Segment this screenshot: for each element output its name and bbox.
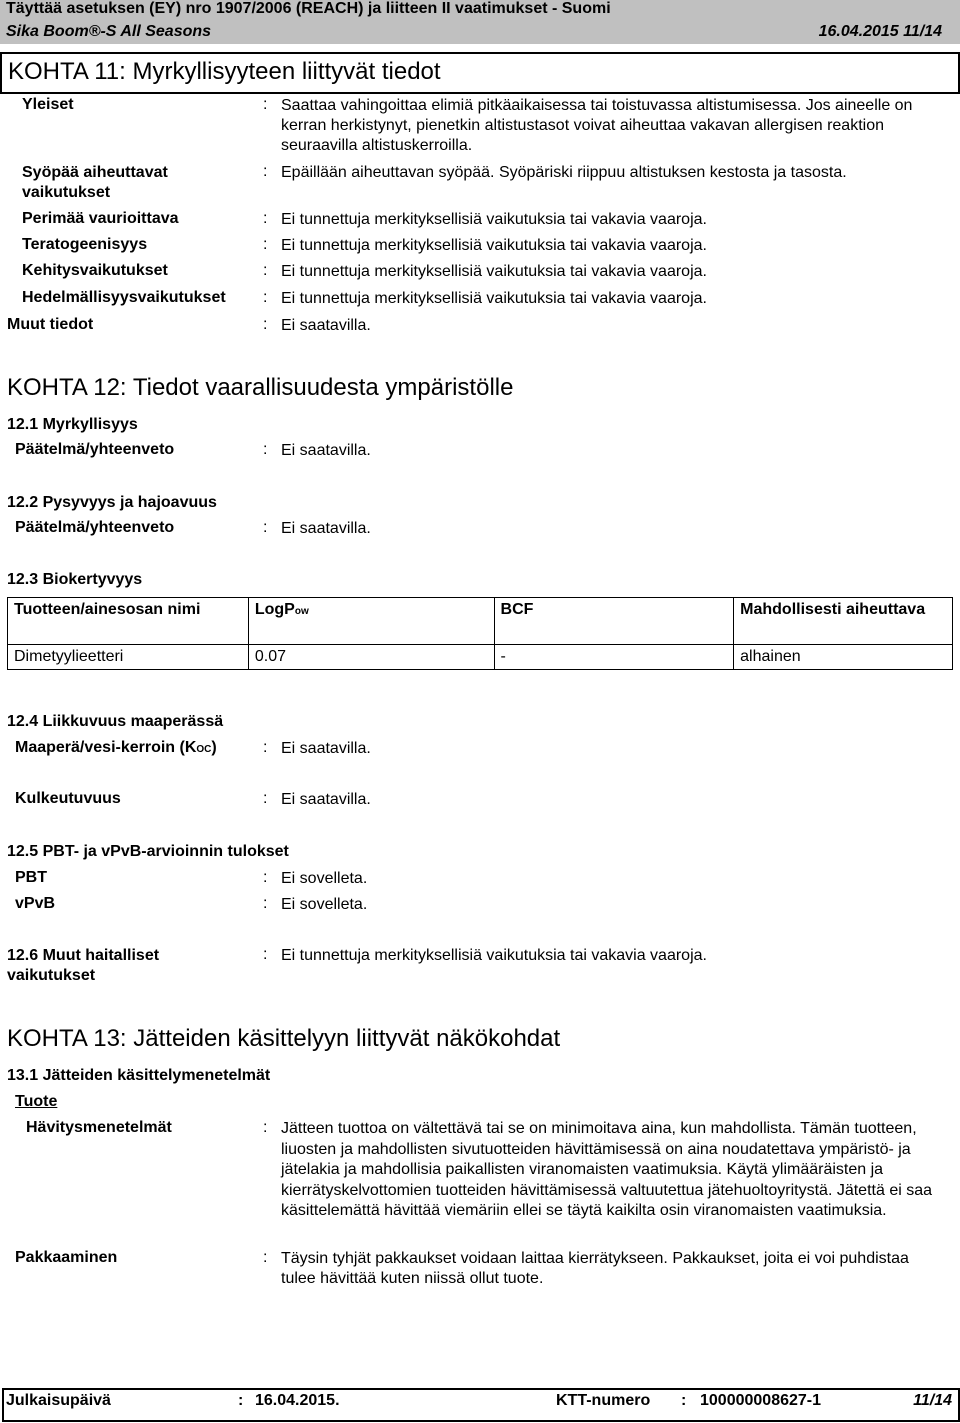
footer-ktt-label: KTT-numero: [556, 1392, 651, 1409]
colon: :: [263, 163, 268, 180]
colon: :: [263, 869, 268, 886]
section-12-title: KOHTA 12: Tiedot vaarallisuudesta ympäristölle: [7, 374, 514, 401]
footer-issue-label: Julkaisupäivä: [6, 1392, 111, 1409]
value-fertility: Ei tunnettuja merkityksellisiä vaikutuksia tai vakavia vaaroja.: [281, 290, 707, 307]
colon: :: [263, 739, 268, 756]
colon: :: [263, 236, 268, 253]
colon: :: [263, 262, 268, 279]
label-general: Yleiset: [22, 96, 74, 113]
colon: :: [263, 316, 268, 333]
subsection-12-1: 12.1 Myrkyllisyys: [7, 416, 138, 433]
value-general: Saattaa vahingoittaa elimiä pitkäaikaisessa tai toistuvassa altistumisessa. Jos aineelle on kerran herkistynyt, pienetkin altistustasot voivat aiheuttaa vakavan allergisen reaktion seuraavilla altistuskerroilla.: [281, 97, 913, 154]
subsection-12-5: 12.5 PBT- ja vPvB-arvioinnin tulokset: [7, 843, 289, 860]
subsection-12-2: 12.2 Pysyvyys ja hajoavuus: [7, 494, 217, 511]
header-name: Tuotteen/ainesosan nimi: [8, 598, 249, 645]
header-logp-sub: ow: [294, 606, 309, 617]
table-row: [8, 645, 953, 670]
cell-logp: 0.07: [248, 645, 494, 670]
product-name: Sika Boom®-S All Seasons: [6, 23, 212, 40]
value-mutagenic: Ei tunnettuja merkityksellisiä vaikutuksia tai vakavia vaaroja.: [281, 211, 707, 228]
label-pbt: PBT: [15, 869, 47, 886]
value-developmental: Ei tunnettuja merkityksellisiä vaikutuksia tai vakavia vaaroja.: [281, 263, 707, 280]
product-heading: Tuote: [15, 1093, 58, 1110]
value-12-6: Ei tunnettuja merkityksellisiä vaikutuksia tai vakavia vaaroja.: [281, 947, 707, 964]
section-13-title: KOHTA 13: Jätteiden käsittelyyn liittyvät näkökohdat: [7, 1025, 561, 1052]
section-11-title: KOHTA 11: Myrkyllisyyteen liittyvät tiedot: [8, 58, 441, 85]
subsection-13-1: 13.1 Jätteiden käsittelymenetelmät: [7, 1067, 271, 1084]
label-other-info: Muut tiedot: [7, 316, 94, 333]
regulation-title: Täyttää asetuksen (EY) nro 1907/2006 (REACH) ja liitteen II vaatimukset - Suomi: [6, 0, 611, 17]
colon: :: [263, 790, 268, 807]
footer-page: 11/14: [913, 1392, 952, 1409]
colon: :: [263, 946, 268, 963]
label-disposal: Hävitysmenetelmät: [26, 1119, 172, 1136]
label-carcinogenic: Syöpää aiheuttavat vaikutukset: [22, 164, 168, 201]
subsection-12-3: 12.3 Biokertyvyys: [7, 571, 143, 588]
label-mutagenic: Perimää vaurioittava: [22, 210, 179, 227]
cell-bcf: -: [494, 645, 734, 670]
label-koc-close: ): [211, 739, 217, 756]
value-conclusion-12-1: Ei saatavilla.: [281, 442, 371, 459]
colon: :: [263, 1249, 268, 1266]
colon: :: [681, 1392, 687, 1409]
colon: :: [238, 1392, 244, 1409]
colon: :: [263, 441, 268, 458]
value-vpvb: Ei sovelleta.: [281, 896, 368, 913]
header-logp-text: LogP: [254, 601, 295, 618]
value-teratogenicity: Ei tunnettuja merkityksellisiä vaikutuksia tai vakavia vaaroja.: [281, 237, 707, 254]
colon: :: [263, 96, 268, 113]
colon: :: [263, 895, 268, 912]
header-bcf: BCF: [494, 598, 734, 645]
value-packaging: Täysin tyhjät pakkaukset voidaan laittaa kierrätykseen. Pakkaukset, joita ei voi puhdistaa tulee hävittää kuten niissä ollut tuote.: [281, 1250, 909, 1287]
subsection-12-4: 12.4 Liikkuvuus maaperässä: [7, 713, 224, 730]
colon: :: [263, 210, 268, 227]
colon: :: [263, 289, 268, 306]
label-mobility: Kulkeutuvuus: [15, 790, 121, 807]
label-teratogenicity: Teratogeenisyys: [22, 236, 148, 253]
header-logp: [248, 598, 494, 645]
value-conclusion-12-2: Ei saatavilla.: [281, 520, 371, 537]
cell-potential: alhainen: [734, 645, 953, 670]
header-potential: Mahdollisesti aiheuttava: [734, 598, 953, 645]
label-fertility: Hedelmällisyysvaikutukset: [22, 289, 226, 306]
table-header-row: [8, 598, 953, 645]
value-koc: Ei saatavilla.: [281, 740, 371, 757]
date-page: 16.04.2015 11/14: [818, 23, 942, 40]
value-disposal: Jätteen tuottoa on vältettävä tai se on minimoitava aina, kun mahdollista. Tämän tuotteen, liuosten ja mahdollisten sivutuotteiden hävittämisessä on aina noudatettava ympäristö- ja jätelakia ja mahdollisia paikallisten viranomaisten vaatimuksia. Käytä ylimääräisten ja kierrätyskelvottomien tuotteiden hävittämisessä valtuutettua jätehuoltoyritystä. Jätettä ei saa käsittelemättä hävittää viemäriin ellei se täytä kaikilta osin viranomaisten vaatimuksia.: [281, 1120, 933, 1219]
value-mobility: Ei saatavilla.: [281, 791, 371, 808]
label-koc: [15, 739, 217, 757]
label-koc-sub: OC: [196, 744, 212, 755]
label-koc-text: Maaperä/vesi-kerroin (K: [15, 739, 197, 756]
bioaccumulation-table: [7, 597, 953, 670]
value-pbt: Ei sovelleta.: [281, 870, 368, 887]
value-carcinogenic: Epäillään aiheuttavan syöpää. Syöpäriski riippuu altistuksen kestosta ja tasosta.: [281, 164, 847, 181]
colon: :: [263, 1119, 268, 1136]
cell-name: Dimetyylieetteri: [8, 645, 249, 670]
label-packaging: Pakkaaminen: [15, 1249, 118, 1266]
footer-ktt-value: 100000008627-1: [700, 1392, 822, 1409]
subsection-12-6: 12.6 Muut haitalliset vaikutukset: [7, 947, 160, 984]
footer-issue-value: 16.04.2015.: [255, 1392, 340, 1409]
colon: :: [263, 519, 268, 536]
label-conclusion-12-1: Päätelmä/yhteenveto: [15, 441, 175, 458]
value-other-info: Ei saatavilla.: [281, 317, 371, 334]
label-developmental: Kehitysvaikutukset: [22, 262, 168, 279]
label-vpvb: vPvB: [15, 895, 56, 912]
label-conclusion-12-2: Päätelmä/yhteenveto: [15, 519, 175, 536]
